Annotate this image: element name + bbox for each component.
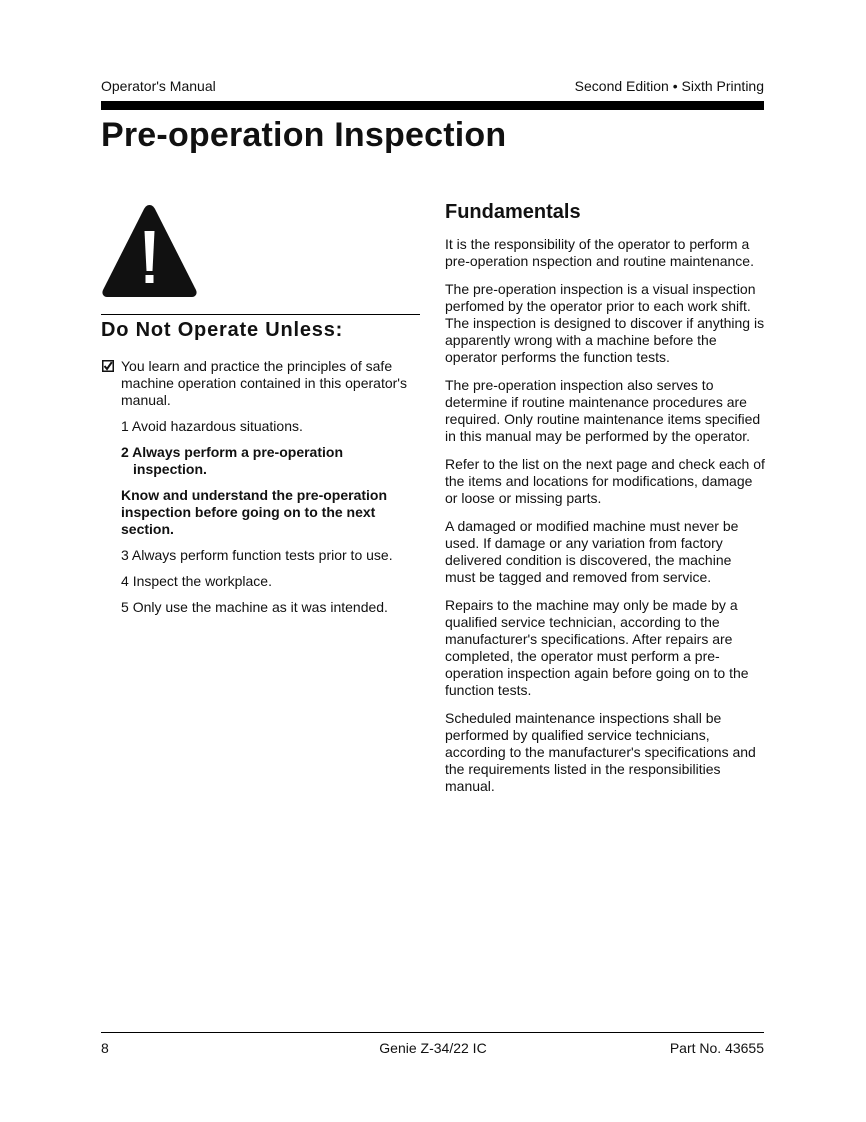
right-column <box>445 236 765 806</box>
paragraph: A damaged or modified machine must never be used. If damage or any variation from factory delivered condition is discovered, the machine must be tagged and removed from service. <box>445 518 739 585</box>
paragraph: Repairs to the machine may only be made by a qualified service technician, according to the manufacturer's specifications. After repairs are completed, the operator must perform a pre-operation inspection again before going on to the function tests. <box>445 597 749 698</box>
checked-item-text: You learn and practice the principles of safe machine operation contained in this operator's manual. <box>121 358 407 408</box>
list-item-number: 4 <box>121 573 129 589</box>
fundamentals-heading: Fundamentals <box>445 201 581 223</box>
list-item-text: Avoid hazardous situations. <box>131 418 303 434</box>
paragraph: The pre-operation inspection is a visual inspection perfomed by the operator prior to each work shift. The inspection is designed to discover if anything is apparently wrong with a machine before the operator performs the function tests. <box>445 281 765 365</box>
page-title: Pre-operation Inspection <box>101 116 507 154</box>
list-item-number: 3 <box>121 547 129 563</box>
inspection-note: Know and understand the pre-operation inspection before going on to the next section. <box>121 487 388 537</box>
list-item-3 <box>121 547 416 564</box>
list-item-text: Inspect the workplace. <box>132 573 272 589</box>
header-edition: Second Edition • Sixth Printing <box>574 78 764 94</box>
header-manual-title: Operator's Manual <box>101 78 216 94</box>
paragraph: It is the responsibility of the operator to perform a pre-operation nspection and routine maintenance. <box>445 236 754 269</box>
list-item-number: 2 <box>121 444 129 460</box>
footer-model: Genie Z-34/22 IC <box>379 1040 487 1056</box>
checked-box-icon <box>102 360 114 372</box>
paragraph: Refer to the list on the next page and check each of the items and locations for modifications, damage or loose or missing parts. <box>445 456 765 506</box>
warning-triangle-icon <box>101 203 198 299</box>
left-column <box>101 358 416 625</box>
header-rule <box>101 101 764 110</box>
left-column-rule <box>101 314 420 315</box>
paragraph: The pre-operation inspection also serves to determine if routine maintenance procedures are required. Only routine maintenance items specified in this manual may be performed by the operator. <box>445 377 761 444</box>
list-item-number: 1 <box>121 418 129 434</box>
footer-rule <box>101 1032 764 1033</box>
list-item-4 <box>121 573 416 590</box>
list-item-text: Only use the machine as it was intended. <box>132 599 388 615</box>
footer-part-number: Part No. 43655 <box>669 1040 764 1056</box>
checked-list-item <box>101 358 416 409</box>
list-item-1 <box>121 418 416 435</box>
list-item-number: 5 <box>121 599 129 615</box>
list-item-5 <box>121 599 416 616</box>
do-not-operate-heading: Do Not Operate Unless: <box>101 319 344 341</box>
page-number: 8 <box>101 1040 109 1056</box>
list-item-text: Always perform function tests prior to use. <box>131 547 393 563</box>
list-item-text: Always perform a pre-operation inspection. <box>132 444 343 477</box>
list-item-2 <box>121 444 416 478</box>
paragraph: Scheduled maintenance inspections shall be performed by qualified service technicians, according to the manufacturer's specifications and the requirements listed in the responsibilities manual. <box>445 710 756 794</box>
